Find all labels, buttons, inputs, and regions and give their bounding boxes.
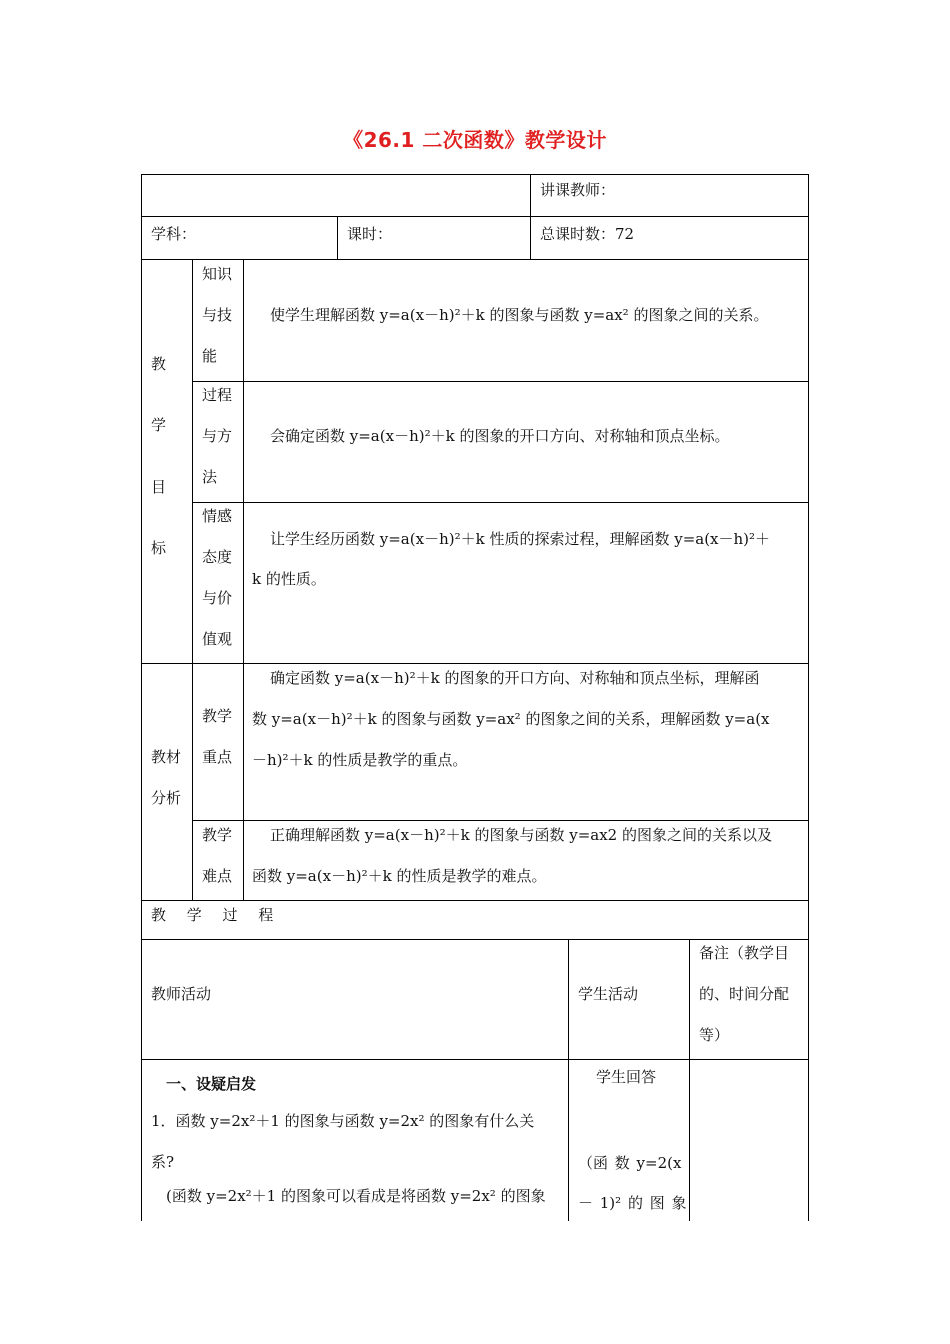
question1-line1: 1．函数 y=2x²＋1 的图象与函数 y=2x² 的图象有什么关 [151, 1112, 535, 1130]
key-text-line2: 数 y=a(x－h)²＋k 的图象与函数 y=ax² 的图象之间的关系，理解函数 y=a(x [252, 710, 770, 728]
key-text-line3: －h)²＋k 的性质是教学的重点。 [252, 751, 468, 769]
knowledge-text: 使学生理解函数 y=a(x－h)²＋k 的图象与函数 y=ax² 的图象之间的关系。 [270, 306, 769, 324]
student-answer: 学生回答 [596, 1068, 657, 1086]
document-title: 《26.1 二次函数》教学设计 [343, 128, 607, 152]
difficulty-text-line1: 正确理解函数 y=a(x－h)²＋k 的图象与函数 y=ax2 的图象之间的关系以及 [270, 826, 772, 844]
knowledge-label-2: 与技 [202, 306, 233, 324]
question1-line2: 系? [151, 1153, 175, 1171]
analysis-label-2: 分析 [151, 789, 182, 807]
col-notes-line3: 等） [699, 1026, 730, 1044]
process-label-1: 过程 [202, 386, 233, 404]
total-periods-label: 总课时数：72 [540, 225, 635, 243]
process-text: 会确定函数 y=a(x－h)²＋k 的图象的开口方向、对称轴和顶点坐标。 [270, 427, 730, 445]
period-label: 课时： [347, 225, 393, 243]
teacher-label: 讲课教师： [540, 181, 616, 199]
question1-line3: (函数 y=2x²＋1 的图象可以看成是将函数 y=2x² 的图象 [166, 1187, 546, 1205]
process-label-2: 与方 [202, 427, 233, 445]
knowledge-label-3: 能 [202, 347, 218, 365]
key-label-2: 重点 [202, 748, 233, 766]
process-label-3: 法 [202, 468, 218, 486]
key-label-1: 教学 [202, 707, 233, 725]
col-student-activity: 学生活动 [578, 985, 639, 1003]
key-text-line1: 确定函数 y=a(x－h)²＋k 的图象的开口方向、对称轴和顶点坐标，理解函 [270, 669, 760, 687]
process-heading: 教 学 过 程 [151, 906, 274, 924]
objectives-label-3: 目 [151, 478, 167, 496]
section1-title: 一、设疑启发 [166, 1075, 257, 1093]
student-text-line2: － 1)² 的 图 象 [578, 1194, 687, 1212]
emotion-label-3: 与价 [202, 589, 233, 607]
emotion-label-4: 值观 [202, 630, 233, 648]
col-notes-line1: 备注（教学目 [699, 944, 790, 962]
objectives-label-1: 教 [151, 355, 167, 373]
subject-label: 学科： [151, 225, 197, 243]
knowledge-label-1: 知识 [202, 265, 233, 283]
col-notes-line2: 的、时间分配 [699, 985, 790, 1003]
difficulty-label-2: 难点 [202, 867, 233, 885]
difficulty-text-line2: 函数 y=a(x－h)²＋k 的性质是教学的难点。 [252, 867, 547, 885]
analysis-label-1: 教材 [151, 748, 182, 766]
objectives-label-2: 学 [151, 416, 167, 434]
emotion-text-line2: k 的性质。 [252, 570, 326, 588]
objectives-label-4: 标 [151, 539, 167, 557]
difficulty-label-1: 教学 [202, 826, 233, 844]
emotion-text-line1: 让学生经历函数 y=a(x－h)²＋k 性质的探索过程，理解函数 y=a(x－h)²＋ [270, 530, 771, 548]
emotion-label-1: 情感 [202, 507, 233, 525]
emotion-label-2: 态度 [202, 548, 233, 566]
col-teacher-activity: 教师活动 [151, 985, 212, 1003]
student-text-line1: （函 数 y=2(x [578, 1154, 682, 1172]
